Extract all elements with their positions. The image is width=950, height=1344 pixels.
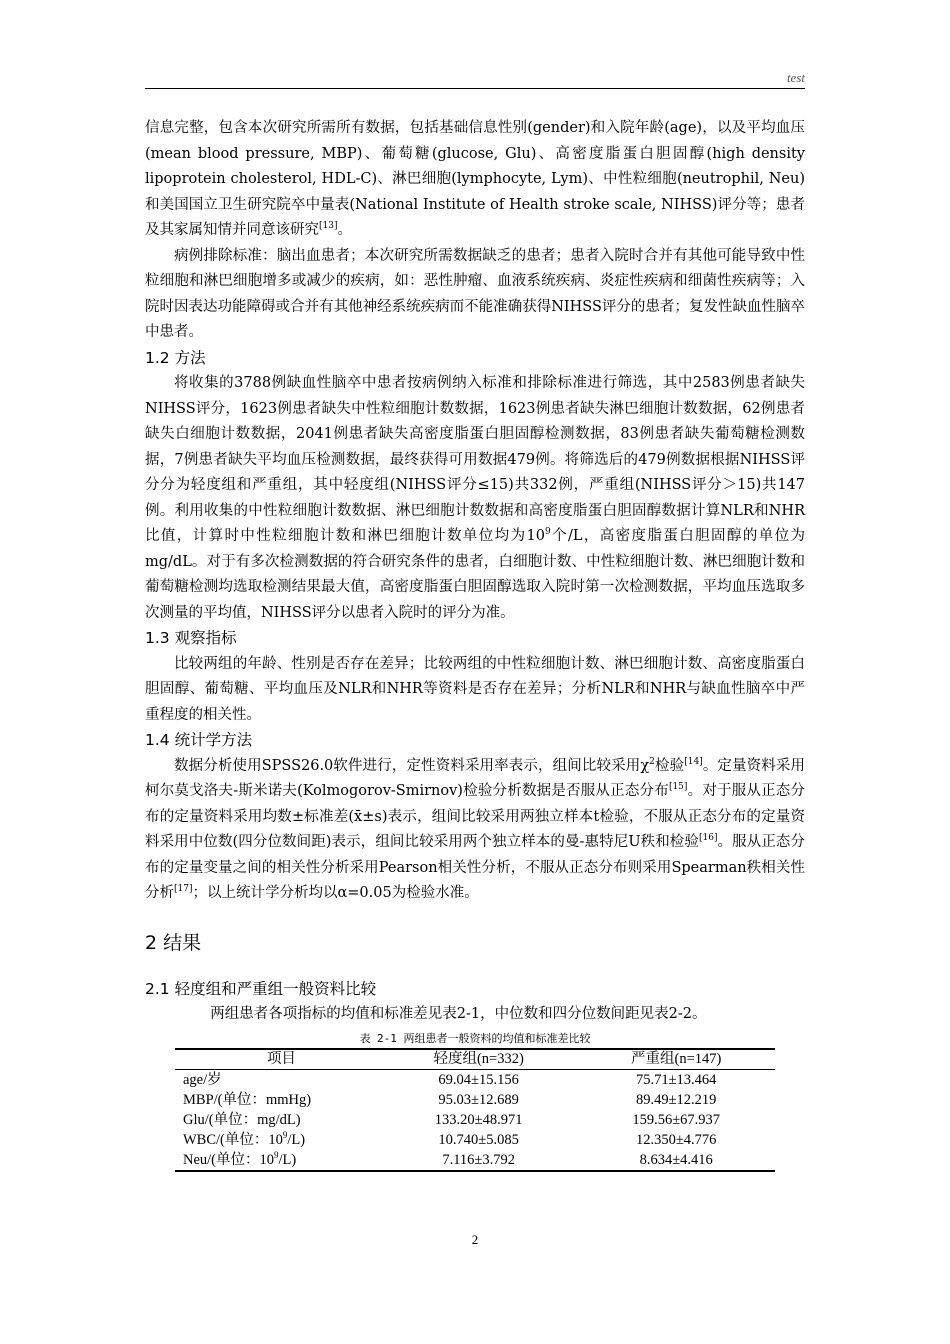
table-caption: 表 2-1 两组患者一般资料的均值和标准差比较 <box>359 1031 591 1045</box>
severe-value: 89.49±12.219 <box>635 1091 717 1108</box>
table-row <box>175 1090 775 1110</box>
column-header-mild: 轻度组(n=332) <box>380 1049 578 1070</box>
citation-16: [16] <box>698 833 718 844</box>
section-1-4-title: 1.4 统计学方法 <box>145 731 253 749</box>
stats-text-1: 数据分析使用SPSS26.0软件进行，定性资料采用率表示，组间比较采用χ <box>174 757 650 774</box>
row-label-exponent: 9 <box>274 1149 279 1160</box>
document-body <box>145 116 805 1172</box>
mild-value: 95.03±12.689 <box>438 1091 519 1108</box>
table-row <box>175 1110 775 1130</box>
running-header: test <box>786 70 805 85</box>
severe-value: 159.56±67.937 <box>632 1111 721 1128</box>
severe-value: 12.350±4.776 <box>635 1131 717 1148</box>
section-1-3-title: 1.3 观察指标 <box>145 629 237 647</box>
stats-text-2: 检验 <box>654 757 685 774</box>
results-intro-paragraph: 两组患者各项指标的均值和标准差见表2-1，中位数和四分位数间距见表2-2。 <box>210 1006 707 1022</box>
citation-14: [14] <box>684 756 703 767</box>
severe-value: 8.634±4.416 <box>577 1150 775 1171</box>
chapter-2-title: 2 结果 <box>145 931 202 954</box>
table-row <box>175 1069 775 1090</box>
indicators-paragraph: 比较两组的年龄、性别是否存在差异；比较两组的中性粒细胞计数、淋巴细胞计数、高密度脂蛋白胆固醇、葡萄糖、平均血压及NLR和NHR等资料是否存在差异；分析NLR和NHR与缺血性脑卒中严重程度的相关性。 <box>145 655 805 723</box>
row-label-pre: Neu/(单位：10 <box>183 1151 275 1168</box>
table-row <box>175 1150 775 1171</box>
citation-13: [13] <box>319 221 338 232</box>
row-label: MBP/(单位：mmHg) <box>183 1091 312 1108</box>
page-number: 2 <box>471 1232 479 1247</box>
severe-value: 75.71±13.464 <box>635 1071 717 1088</box>
general-data-table <box>175 1048 775 1172</box>
row-label: Glu/(单位：mg/dL) <box>183 1111 301 1128</box>
chi-square-exponent: 2 <box>649 756 655 767</box>
table-row <box>175 1130 775 1150</box>
row-label: age/岁 <box>183 1071 222 1088</box>
mild-value: 133.20±48.971 <box>434 1111 523 1128</box>
methods-text-b: 个/L，高密度脂蛋白胆固醇的单位为mg/dL。对于有多次检测数据的符合研究条件的患者，白细胞计数、中性粒细胞计数、淋巴细胞计数和葡萄糖检测均选取检测结果最大值，高密度脂蛋白胆固醇选取入院时第一次检测数据，平均血压选取多次测量的平均值，NIHSS评分以患者入院时的评分为准。 <box>145 528 806 621</box>
citation-15: [15] <box>668 782 688 793</box>
intro-paragraph-1 <box>145 116 805 244</box>
statistics-paragraph <box>145 754 805 907</box>
exponent-9: 9 <box>544 527 551 538</box>
intro-text: 信息完整，包含本次研究所需所有数据，包括基础信息性别(gender)和入院年龄(age)，以及平均血压(mean blood pressure, MBP)、葡萄糖(glucose, Glu)、高密度脂蛋白胆固醇(high density lipoprotein cholesterol, HDL-C)、淋巴细胞(lymphocyte, Lym)、中性粒细胞(neutrophil, Neu)和美国国立卫生研究院卒中量表(National Institute of Health stroke scale, NIHSS)评分等；患者及其家属知情并同意该研究 <box>145 120 805 238</box>
row-label-exponent: 9 <box>282 1129 288 1140</box>
mild-value: 69.04±15.156 <box>438 1071 519 1088</box>
stats-text-3: 。定量资料采用柯尔莫戈洛夫-斯米诺夫(Kolmogorov-Smirnov)检验分析数据是否服从正态分布 <box>145 757 806 799</box>
citation-17: [17] <box>174 884 193 895</box>
section-2-1-title: 2.1 轻度组和严重组一般资料比较 <box>145 979 377 998</box>
stats-text-5: 。服从正态分布的定量变量之间的相关性分析采用Pearson相关性分析，不服从正态分布则采用Spearman秩相关性分析 <box>145 834 806 901</box>
intro-end: 。 <box>337 222 352 238</box>
methods-paragraph <box>145 371 805 626</box>
row-label-pre: WBC/(单位：10 <box>183 1131 283 1148</box>
stats-text-6: ；以上统计学分析均以α=0.05为检验水准。 <box>192 885 479 901</box>
mild-value: 7.116±3.792 <box>380 1150 578 1171</box>
stats-text-4: 。对于服从正态分布的定量资料采用均数±标准差(x̄±s)表示，组间比较采用两独立样本t检验，不服从正态分布的定量资料采用中位数(四分位数间距)表示，组间比较采用两个独立样本的曼-惠特尼U秩和检验 <box>145 783 806 850</box>
methods-text-a: 将收集的3788例缺血性脑卒中患者按病例纳入标准和排除标准进行筛选，其中2583例患者缺失NIHSS评分，1623例患者缺失中性粒细胞计数数据，1623例患者缺失淋巴细胞计数数据，62例患者缺失白细胞计数数据，2041例患者缺失高密度脂蛋白胆固醇检测数据，83例患者缺失葡萄糖检测数据，7例患者缺失平均血压检测数据，最终获得可用数据479例。将筛选后的479例数据根据NIHSS评分分为轻度组和严重组，其中轻度组(NIHSS评分≤15)共332例，严重组(NIHSS评分＞15)共147例。利用收集的中性粒细胞计数数据、淋巴细胞计数数据和高密度脂蛋白胆固醇数据计算NLR和NHR比值，计算时中性粒细胞计数和淋巴细胞计数单位均为10 <box>145 375 805 544</box>
row-label-post: /L) <box>287 1131 306 1148</box>
row-label-post: /L) <box>278 1151 297 1168</box>
header-rule <box>145 88 805 89</box>
mild-value: 10.740±5.085 <box>438 1131 519 1148</box>
row-label <box>175 1130 380 1150</box>
column-header-severe: 严重组(n=147) <box>577 1049 775 1070</box>
column-header-item: 项目 <box>175 1049 380 1070</box>
table-header-row <box>175 1049 775 1070</box>
section-1-2-title: 1.2 方法 <box>145 348 206 367</box>
exclusion-criteria-paragraph: 病例排除标准：脑出血患者；本次研究所需数据缺乏的患者；患者入院时合并有其他可能导致中性粒细胞和淋巴细胞增多或减少的疾病，如：恶性肿瘤、血液系统疾病、炎症性疾病和细菌性疾病等；入院时因表达功能障碍或合并有其他神经系统疾病而不能准确获得NIHSS评分的患者；复发性缺血性脑卒中患者。 <box>145 247 805 340</box>
row-label <box>175 1150 380 1171</box>
